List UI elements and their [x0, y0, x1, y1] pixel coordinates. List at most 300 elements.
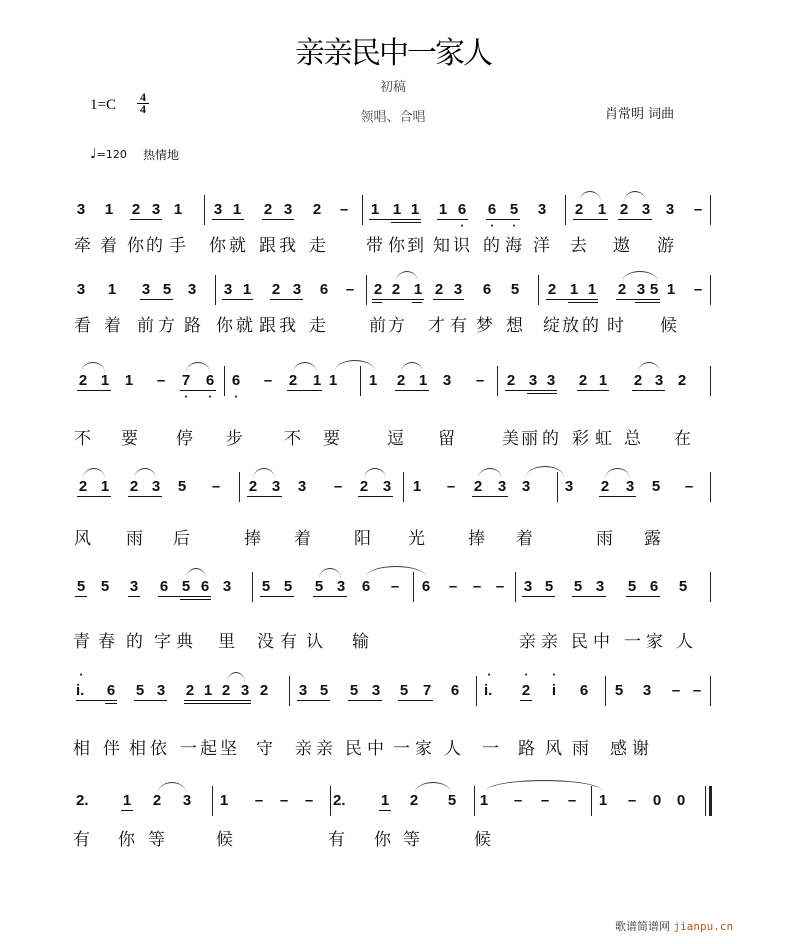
- note: 3: [453, 281, 463, 298]
- lyric: 虹: [595, 429, 612, 449]
- lyric: 守: [256, 739, 273, 759]
- lyric: 感: [610, 739, 627, 759]
- note: 3: [641, 201, 651, 218]
- beam: [572, 596, 606, 597]
- note: 3: [564, 478, 574, 495]
- lyric: 后: [173, 529, 190, 549]
- lyric: 彩: [572, 429, 589, 449]
- note: –: [567, 792, 577, 809]
- lyric: 一: [180, 739, 197, 759]
- note: –: [671, 682, 681, 699]
- slur: [401, 362, 423, 373]
- slur: [364, 468, 386, 479]
- beam: [486, 219, 520, 220]
- note: 1: [100, 478, 110, 495]
- lyric: 前: [137, 316, 154, 336]
- note: 5: [447, 792, 457, 809]
- bar-line: [710, 572, 711, 602]
- note: 3: [625, 478, 635, 495]
- lyric: 要: [323, 429, 340, 449]
- note: 2: [506, 372, 516, 389]
- bar-line: [565, 195, 566, 225]
- bar-line: [224, 366, 225, 396]
- note: 2: [521, 682, 531, 699]
- note: 2: [263, 201, 273, 218]
- lyric: 放: [562, 316, 579, 336]
- note: –: [472, 578, 482, 595]
- beam: [121, 810, 133, 811]
- note: 3: [298, 682, 308, 699]
- lyric: 丽: [521, 429, 538, 449]
- note: –: [693, 201, 703, 218]
- beam: [379, 810, 391, 811]
- note: 2: [409, 792, 419, 809]
- lyric: 不: [74, 429, 91, 449]
- note: 1: [370, 201, 380, 218]
- note: –: [692, 682, 702, 699]
- notes-row-5: [0, 578, 786, 608]
- bar-line: [362, 195, 363, 225]
- lyric: 家: [415, 739, 432, 759]
- note: 1: [380, 792, 390, 809]
- note: 2: [574, 201, 584, 218]
- note: –: [156, 372, 166, 389]
- lyric: 雨: [596, 529, 613, 549]
- beam: [128, 596, 140, 597]
- note: 2: [617, 281, 627, 298]
- note: –: [279, 792, 289, 809]
- note: –: [448, 578, 458, 595]
- note: –: [390, 578, 400, 595]
- beam: [599, 496, 636, 497]
- lyric: 相: [73, 739, 90, 759]
- note: 1: [479, 792, 489, 809]
- time-signature-bottom: 4: [140, 102, 146, 116]
- note: 1: [242, 281, 252, 298]
- lyric: 中: [367, 739, 384, 759]
- lyric: 总: [624, 429, 641, 449]
- beam: [180, 599, 211, 600]
- beam: [522, 596, 555, 597]
- lyric: 路: [184, 316, 201, 336]
- lyric: 着: [104, 316, 121, 336]
- note: 2: [473, 478, 483, 495]
- slur: [624, 191, 646, 202]
- beam: [568, 302, 598, 303]
- high-octave-dot: ·: [524, 670, 528, 681]
- note: –: [513, 792, 523, 809]
- note: 1: [598, 372, 608, 389]
- note: 0: [652, 792, 662, 809]
- note: 2: [359, 478, 369, 495]
- note: –: [693, 281, 703, 298]
- lyric: 一: [393, 739, 410, 759]
- bar-line: [557, 472, 558, 502]
- beam: [632, 390, 665, 391]
- note: 5: [627, 578, 637, 595]
- lyric: 伴: [103, 739, 120, 759]
- note: 2: [619, 201, 629, 218]
- performers: 领唱、合唱: [360, 110, 426, 125]
- beam: [391, 222, 421, 223]
- note: 1: [438, 201, 448, 218]
- slur: [227, 672, 245, 683]
- beam: [297, 700, 330, 701]
- note: 3: [371, 682, 381, 699]
- expression-marking: 热情地: [143, 148, 180, 162]
- note: 3: [283, 201, 293, 218]
- slur: [81, 362, 105, 373]
- note: 2: [633, 372, 643, 389]
- quarter-note-icon: ♩: [90, 146, 97, 162]
- lyric: 你: [118, 830, 135, 850]
- note: 3: [336, 578, 346, 595]
- beam: [313, 596, 347, 597]
- note: –: [627, 792, 637, 809]
- lyric: 家: [646, 632, 663, 652]
- beam: [505, 390, 557, 391]
- note: 3: [546, 372, 556, 389]
- note: i: [551, 682, 557, 699]
- note: –: [263, 372, 273, 389]
- note: 2.: [333, 792, 346, 809]
- bar-line: [360, 366, 361, 396]
- lyric: 有: [280, 632, 297, 652]
- note: 5: [76, 578, 86, 595]
- lyric: 美: [502, 429, 519, 449]
- note: 5: [573, 578, 583, 595]
- note: 6: [200, 578, 210, 595]
- note: 2: [129, 478, 139, 495]
- note: 1: [203, 682, 213, 699]
- lyric: 有: [450, 316, 467, 336]
- lyric: 我: [279, 236, 296, 256]
- beam: [358, 496, 393, 497]
- note: 1: [122, 792, 132, 809]
- lyric: 方: [388, 316, 405, 336]
- note: 2: [185, 682, 195, 699]
- lyric: 牵: [74, 236, 91, 256]
- lyric: 游: [657, 236, 674, 256]
- lyric: 没: [257, 632, 274, 652]
- lyric: 跟: [259, 236, 276, 256]
- slur: [319, 568, 341, 579]
- time-signature-top: 4: [140, 90, 146, 104]
- note: 3: [76, 201, 86, 218]
- lyric: 停: [176, 429, 193, 449]
- note: 6: [231, 372, 241, 389]
- low-octave-dot: ·: [490, 221, 494, 232]
- note: 2: [547, 281, 557, 298]
- lyric: 捧: [244, 529, 261, 549]
- beam: [577, 390, 609, 391]
- lyric: 春: [98, 632, 115, 652]
- lyric: 遨: [613, 236, 630, 256]
- note: 1: [104, 201, 114, 218]
- lyric: 跟: [259, 316, 276, 336]
- watermark: [615, 918, 733, 934]
- beam: [527, 393, 557, 394]
- note: 2: [78, 478, 88, 495]
- lyric: 民: [345, 739, 362, 759]
- note: 3: [297, 478, 307, 495]
- slur: [486, 780, 602, 791]
- beam: [472, 496, 508, 497]
- note: 5: [135, 682, 145, 699]
- note: 3: [76, 281, 86, 298]
- note: 2: [248, 478, 258, 495]
- beam: [140, 299, 173, 300]
- lyric: 中: [593, 632, 610, 652]
- note: 1: [418, 372, 428, 389]
- lyric: 有: [328, 830, 345, 850]
- key-signature: 1=C: [90, 97, 116, 113]
- beam: [433, 299, 464, 300]
- beam: [222, 299, 253, 300]
- note: 1: [569, 281, 579, 298]
- lyric: 亲: [519, 632, 536, 652]
- lyric: 典: [176, 632, 193, 652]
- lyric: 去: [570, 236, 587, 256]
- beam: [437, 219, 468, 220]
- note: 3: [528, 372, 538, 389]
- note: 2: [271, 281, 281, 298]
- lyric: 到: [407, 236, 424, 256]
- note: –: [684, 478, 694, 495]
- note: 5: [544, 578, 554, 595]
- lyric: 雨: [572, 739, 589, 759]
- lyric: 亲: [316, 739, 333, 759]
- note: 5: [314, 578, 324, 595]
- note: 3: [442, 372, 452, 389]
- note: 3: [182, 792, 192, 809]
- beam: [105, 703, 117, 704]
- note: 2: [131, 201, 141, 218]
- note: 6: [159, 578, 169, 595]
- note: 5: [651, 478, 661, 495]
- note: 2: [600, 478, 610, 495]
- bar-line: [215, 275, 216, 305]
- lyric: 时: [607, 316, 624, 336]
- note: 5: [283, 578, 293, 595]
- note: –: [333, 478, 343, 495]
- beam: [75, 596, 87, 597]
- lyric: 字: [154, 632, 171, 652]
- note: 3: [213, 201, 223, 218]
- slur: [253, 468, 275, 479]
- note: 3: [240, 682, 250, 699]
- note: 2: [259, 682, 269, 699]
- beam: [270, 299, 303, 300]
- beam: [134, 700, 167, 701]
- note: 5: [349, 682, 359, 699]
- notes-row-6: [0, 670, 786, 712]
- note: 5: [181, 578, 191, 595]
- beam: [247, 496, 282, 497]
- note: 1: [232, 201, 242, 218]
- low-octave-dot: ·: [460, 221, 464, 232]
- lyric: 相: [129, 739, 146, 759]
- slur: [83, 468, 105, 479]
- lyric: 候: [660, 316, 677, 336]
- bar-line: [497, 366, 498, 396]
- slur: [186, 568, 206, 579]
- low-octave-dot: ·: [512, 221, 516, 232]
- slur: [366, 566, 426, 577]
- note: 2: [373, 281, 383, 298]
- slur: [335, 360, 375, 371]
- lyric: 起: [200, 739, 217, 759]
- lyric: 谢: [632, 739, 649, 759]
- note: 2: [578, 372, 588, 389]
- slur: [134, 468, 156, 479]
- note: 1: [392, 201, 402, 218]
- lyric: 走: [309, 236, 326, 256]
- note: –: [304, 792, 314, 809]
- beam: [287, 390, 322, 391]
- slur: [396, 271, 418, 282]
- note: 3: [642, 682, 652, 699]
- bar-line: [204, 195, 205, 225]
- note: 2: [677, 372, 687, 389]
- note: 2: [434, 281, 444, 298]
- lyric: 我: [279, 316, 296, 336]
- watermark-text: 歌谱简谱网: [615, 920, 674, 933]
- lyric: 走: [309, 316, 326, 336]
- notes-row-2: [0, 281, 786, 311]
- note: 5: [399, 682, 409, 699]
- slur: [478, 468, 502, 479]
- beam: [412, 302, 422, 303]
- note: 5: [614, 682, 624, 699]
- beam: [616, 299, 660, 300]
- beam: [128, 496, 162, 497]
- low-octave-dot: ·: [234, 392, 238, 403]
- note: 1: [412, 478, 422, 495]
- low-octave-dot: ·: [208, 392, 212, 403]
- note: 1: [312, 372, 322, 389]
- lyric: 依: [150, 739, 167, 759]
- bar-line: [476, 676, 477, 706]
- note: 2: [288, 372, 298, 389]
- bar-line: [710, 366, 711, 396]
- lyric: 捧: [468, 529, 485, 549]
- bar-line: [403, 472, 404, 502]
- note: 6: [421, 578, 431, 595]
- slur: [526, 466, 564, 477]
- beam: [372, 302, 382, 303]
- note: 3: [537, 201, 547, 218]
- lyric: 的: [582, 316, 599, 336]
- note: –: [211, 478, 221, 495]
- note: –: [540, 792, 550, 809]
- slur: [186, 362, 210, 373]
- lyric: 知: [433, 236, 450, 256]
- note: 2: [312, 201, 322, 218]
- beam: [372, 299, 424, 300]
- bar-line: [515, 572, 516, 602]
- note: i.: [484, 682, 493, 699]
- beam: [348, 700, 382, 701]
- slur: [579, 191, 601, 202]
- lyric: 逗: [387, 429, 404, 449]
- beam: [520, 700, 532, 701]
- note: 3: [223, 281, 233, 298]
- note: 3: [292, 281, 302, 298]
- beam: [184, 700, 251, 701]
- beam: [77, 390, 111, 391]
- lyric: 一: [624, 632, 641, 652]
- lyric: 露: [644, 529, 661, 549]
- bar-line: [366, 275, 367, 305]
- high-octave-dot: ·: [487, 670, 491, 681]
- bar-line: [605, 676, 606, 706]
- lyric: 的: [542, 429, 559, 449]
- lyric: 你: [374, 830, 391, 850]
- note: 6: [361, 578, 371, 595]
- lyric: 着: [294, 529, 311, 549]
- note: 7: [181, 372, 191, 389]
- note: 3: [382, 478, 392, 495]
- note: 3: [151, 201, 161, 218]
- note: 6: [205, 372, 215, 389]
- bar-line: [710, 195, 711, 225]
- note: 2: [152, 792, 162, 809]
- lyric: 的: [146, 236, 163, 256]
- note: 3: [141, 281, 151, 298]
- note: 5: [100, 578, 110, 595]
- credits: 肖常明 词曲: [605, 107, 675, 122]
- note: 3: [523, 578, 533, 595]
- bar-line: [538, 275, 539, 305]
- note: –: [345, 281, 355, 298]
- note: 2: [221, 682, 231, 699]
- lyric: 认: [306, 632, 323, 652]
- lyric: 前: [369, 316, 386, 336]
- lyric: 手: [169, 236, 186, 256]
- note: 5: [261, 578, 271, 595]
- lyric: 梦: [476, 316, 493, 336]
- beam: [212, 219, 244, 220]
- watermark-site: jianpu.cn: [673, 920, 734, 933]
- lyric: 雨: [126, 529, 143, 549]
- note: 6: [106, 682, 116, 699]
- lyric: 想: [506, 316, 523, 336]
- note: 1: [410, 201, 420, 218]
- notes-row-1: [0, 201, 786, 231]
- note: i.: [76, 682, 85, 699]
- lyric: 的: [126, 632, 143, 652]
- lyric: 不: [284, 429, 301, 449]
- lyric: 输: [352, 632, 369, 652]
- beam: [546, 299, 598, 300]
- lyric: 等: [148, 830, 165, 850]
- lyric: 着: [516, 529, 533, 549]
- note: 1: [598, 792, 608, 809]
- bar-line: [474, 786, 475, 816]
- lyric: 里: [218, 632, 235, 652]
- notes-row-4: [0, 478, 786, 508]
- note: 1: [173, 201, 183, 218]
- notes-row-7: [0, 792, 786, 822]
- lyric: 人: [676, 632, 693, 652]
- lyric: 就: [236, 316, 253, 336]
- lyric: 候: [474, 830, 491, 850]
- note: 3: [151, 478, 161, 495]
- note: 3: [595, 578, 605, 595]
- beam: [180, 390, 216, 391]
- note: 3: [636, 281, 646, 298]
